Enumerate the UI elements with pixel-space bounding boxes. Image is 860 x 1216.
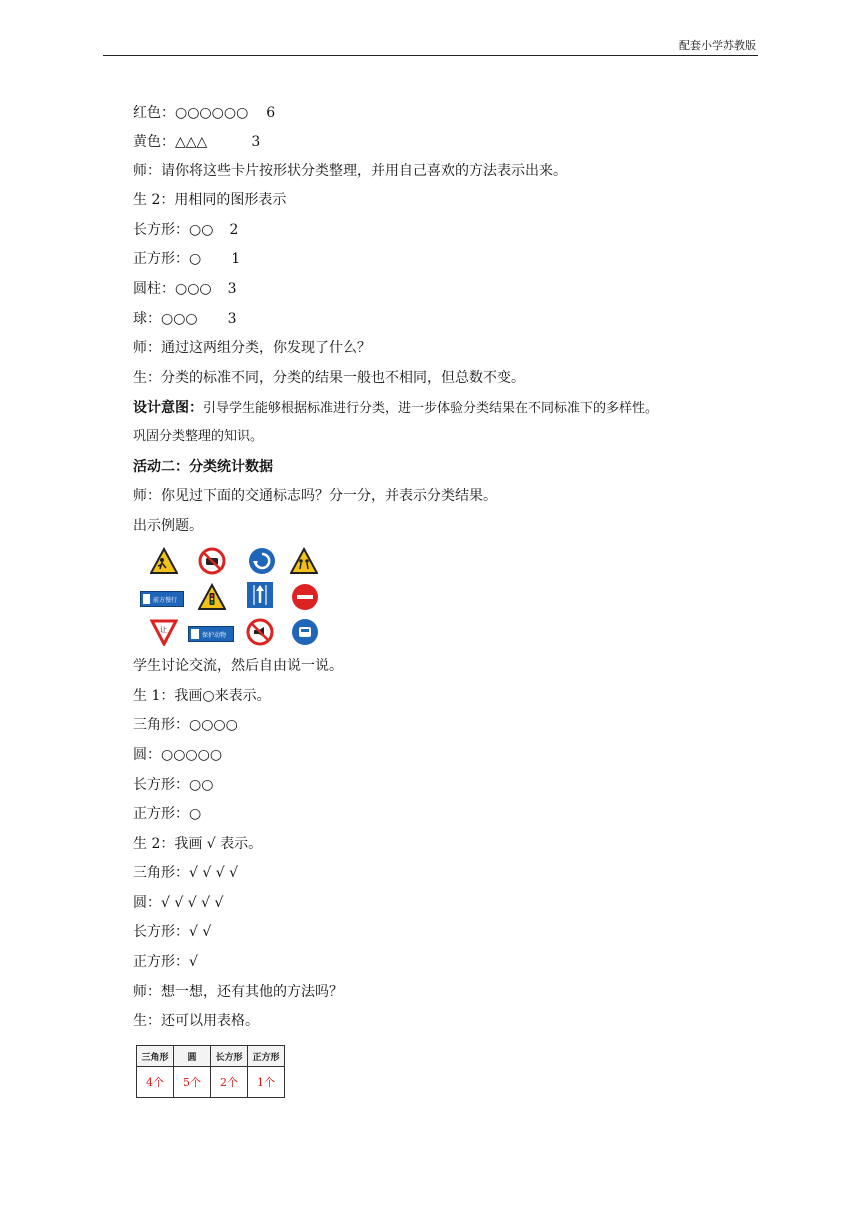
warning-traffic-light-sign-icon [198,583,226,611]
table-header-cell: 正方形 [248,1046,285,1067]
line-count: 1 [231,251,241,267]
line-label: 红色： [133,105,175,121]
table-cell: 2个 [211,1067,248,1098]
traffic-signs-image [138,545,328,647]
line-student-answer: 生：分类的标准不同，分类的结果一般也不相同，但总数不变。 [133,370,525,386]
svg-text:前方慢行: 前方慢行 [153,597,178,604]
line-count: 3 [227,281,237,297]
line-teacher-4: 师：想一想，还有其他的方法吗？ [133,984,343,1000]
line-discussion: 学生讨论交流，然后自由说一说。 [133,658,343,674]
slow-down-plate-icon [140,591,184,607]
line-check-rectangle: 长方形：√ √ [133,924,212,940]
line-cylinder [133,279,237,299]
line-symbols: ○○○ [161,311,198,327]
yield-sign-icon [150,618,178,646]
table-cell: 5个 [174,1067,211,1098]
warning-children-sign-icon [290,547,318,575]
line-student-table: 生：还可以用表格。 [133,1013,259,1029]
line-teacher-1: 师：请你将这些卡片按形状分类整理，并用自己喜欢的方法表示出来。 [133,163,567,179]
shape-count-table [136,1045,285,1098]
table-cell: 4个 [137,1067,174,1098]
activity-title: 活动二：分类统计数据 [133,459,273,475]
line-circle-triangle: 三角形：○○○○ [133,717,238,733]
line-circle-square: 正方形：○ [133,806,202,822]
table-header-row [137,1046,285,1067]
line-show-example: 出示例题。 [133,518,203,534]
page-header [103,37,758,56]
table-header-cell: 圆 [174,1046,211,1067]
line-count: 6 [266,105,276,121]
line-label: 球： [133,311,161,327]
table-header-cell: 三角形 [137,1046,174,1067]
line-square [133,249,240,269]
header-text: 配套小学苏教版 [679,39,756,52]
no-entry-sign-icon [291,583,319,611]
line-label: 黄色： [133,134,175,150]
line-student-1-circle: 生 1：我画○来表示。 [133,688,271,704]
line-check-square: 正方形：√ [133,954,198,970]
straight-ahead-lane-sign-icon [246,581,274,609]
line-red [133,103,275,123]
line-student-2: 生 2：用相同的图形表示 [133,192,287,208]
line-count: 3 [251,134,261,150]
line-teacher-3: 师：你见过下面的交通标志吗？分一分，并表示分类结果。 [133,488,497,504]
line-symbols: △△△ [175,134,208,150]
no-horn-sign-icon [246,618,274,646]
table-row [137,1067,285,1098]
design-intent-text-2: 巩固分类整理的知识。 [133,429,264,444]
line-label: 圆柱： [133,281,175,297]
svg-text:让: 让 [160,626,167,634]
line-count: 3 [227,311,237,327]
no-motor-vehicle-sign-icon [198,547,226,575]
line-yellow [133,132,260,152]
design-intent-text: 引导学生能够根据标准进行分类，进一步体验分类结果在不同标准下的多样性。 [203,401,659,416]
line-symbols: ○○○ [175,281,212,297]
line-check-round: 圆：√ √ √ √ √ [133,895,224,911]
line-circle-round: 圆：○○○○○ [133,747,223,763]
protect-animals-plate-icon [188,626,234,642]
table-header-cell: 长方形 [211,1046,248,1067]
line-symbols: ○ [189,251,202,267]
design-intent-label: 设计意图： [133,400,203,416]
line-rectangle [133,220,238,240]
roundabout-sign-icon [248,547,276,575]
line-count: 2 [229,222,239,238]
line-circle-rectangle: 长方形：○○ [133,777,214,793]
line-label: 正方形： [133,251,189,267]
motor-vehicle-lane-sign-icon [291,618,319,646]
line-student-2-check: 生 2：我画 √ 表示。 [133,836,263,852]
warning-pedestrian-sign-icon [150,547,178,575]
line-label: 长方形： [133,222,189,238]
svg-text:保护动物: 保护动物 [202,632,227,639]
line-symbols: ○○○○○○ [175,105,249,121]
line-ball [133,309,237,329]
design-intent [133,398,658,419]
line-symbols: ○○ [189,222,214,238]
line-check-triangle: 三角形：√ √ √ √ [133,865,239,881]
table-cell: 1个 [248,1067,285,1098]
line-teacher-2: 师：通过这两组分类，你发现了什么？ [133,340,371,356]
